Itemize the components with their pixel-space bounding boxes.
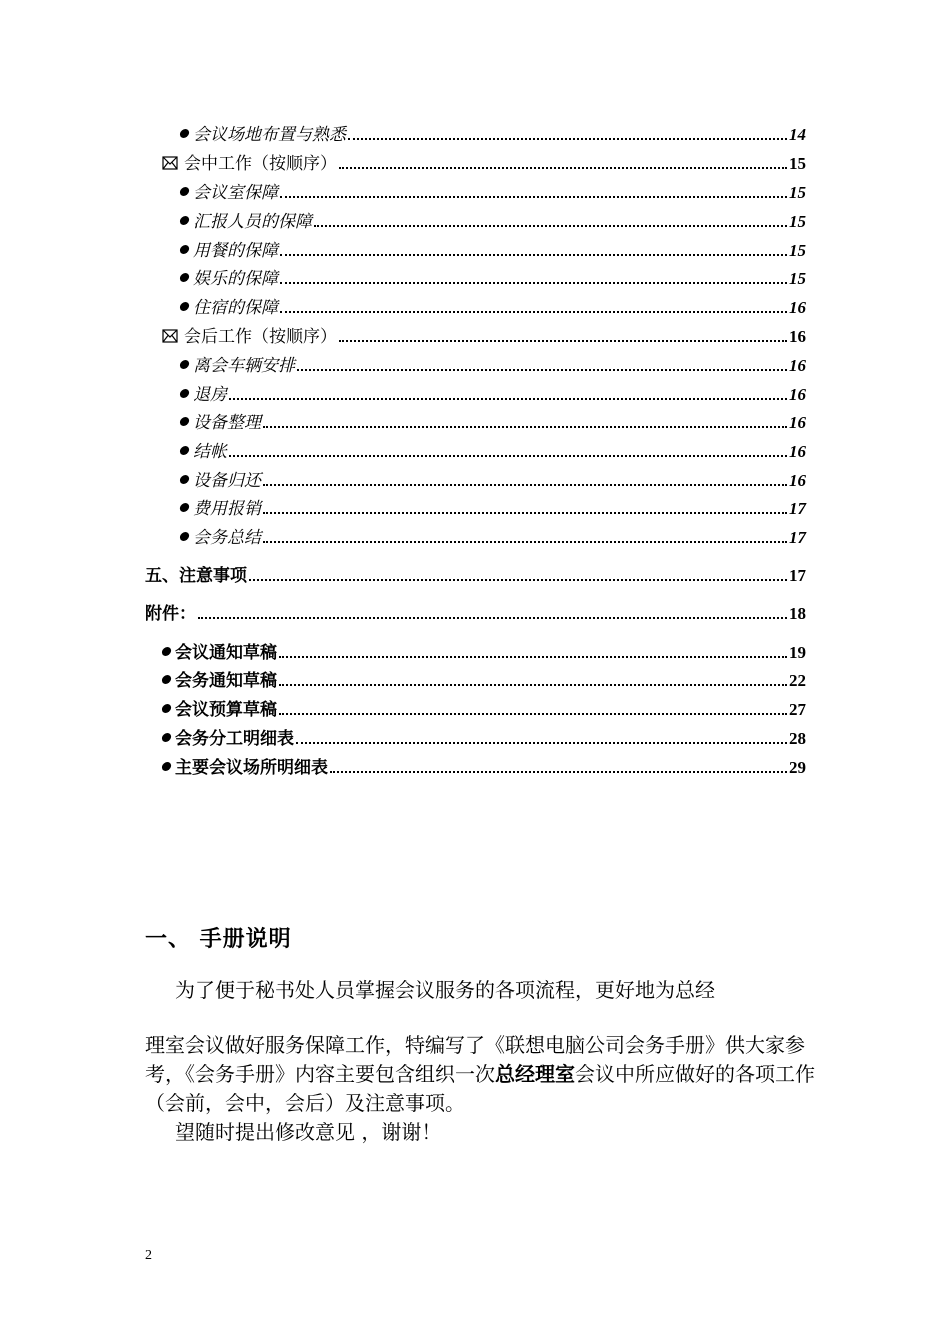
toc-entry-page: 17 bbox=[789, 528, 806, 547]
toc-entry-page: 28 bbox=[789, 729, 806, 748]
toc-entry-page: 15 bbox=[789, 154, 806, 173]
toc-entry-page: 19 bbox=[789, 643, 806, 662]
dot-leader bbox=[339, 167, 787, 169]
bullet-icon bbox=[179, 417, 190, 426]
paragraph-body-text-end: 会议中所应做好的各项工作（会前，会中，会后）及注意事项。 bbox=[145, 1062, 815, 1115]
toc-entry-page: 27 bbox=[789, 700, 806, 719]
dot-leader bbox=[314, 225, 787, 227]
dot-leader bbox=[279, 684, 787, 686]
toc-entry[interactable] bbox=[0, 149, 950, 175]
bullet-icon bbox=[179, 273, 190, 282]
toc-entry[interactable] bbox=[0, 466, 950, 492]
dot-leader bbox=[280, 196, 787, 198]
dot-leader bbox=[330, 771, 787, 773]
toc-entry-page: 22 bbox=[789, 671, 806, 690]
bullet-icon bbox=[179, 475, 190, 484]
bullet-icon bbox=[179, 503, 190, 512]
toc-entry[interactable] bbox=[0, 264, 950, 290]
toc-entry-label: 退房 bbox=[180, 384, 227, 406]
toc-entry-page: 15 bbox=[789, 269, 806, 288]
toc-entry-page: 16 bbox=[789, 385, 806, 404]
dot-leader bbox=[263, 512, 787, 514]
toc-entry-page: 16 bbox=[789, 413, 806, 432]
dot-leader bbox=[229, 398, 787, 400]
dot-leader bbox=[297, 369, 787, 371]
bullet-icon bbox=[161, 647, 172, 656]
toc-entry-label: 费用报销 bbox=[180, 498, 261, 520]
toc-entry-label: 会中工作（按顺序） bbox=[162, 153, 337, 175]
dot-leader bbox=[229, 455, 787, 457]
toc-entry-page: 16 bbox=[789, 298, 806, 317]
toc-entry-label: 住宿的保障 bbox=[180, 297, 278, 319]
toc-entry-page: 16 bbox=[789, 442, 806, 461]
toc-entry-label: 汇报人员的保障 bbox=[180, 211, 312, 233]
toc-entry[interactable] bbox=[0, 207, 950, 233]
toc-entry-page: 16 bbox=[789, 327, 806, 346]
toc-entry[interactable] bbox=[0, 178, 950, 204]
toc-entry[interactable] bbox=[0, 724, 950, 750]
toc-entry-page: 17 bbox=[789, 566, 806, 585]
bullet-icon bbox=[179, 216, 190, 225]
bullet-icon bbox=[179, 302, 190, 311]
toc-entry[interactable] bbox=[0, 322, 950, 348]
toc-entry[interactable] bbox=[0, 120, 950, 146]
toc-entry[interactable] bbox=[0, 494, 950, 520]
toc-entry-page: 15 bbox=[789, 183, 806, 202]
toc-entry-page: 16 bbox=[789, 471, 806, 490]
bullet-icon bbox=[161, 704, 172, 713]
toc-entry-page: 14 bbox=[789, 125, 806, 144]
toc-entry-page: 17 bbox=[789, 499, 806, 518]
dot-leader bbox=[263, 426, 787, 428]
toc-entry-label: 主要会议场所明细表 bbox=[162, 757, 328, 779]
bullet-icon bbox=[161, 762, 172, 771]
dot-leader bbox=[279, 656, 787, 658]
bullet-icon bbox=[179, 245, 190, 254]
dot-leader bbox=[249, 579, 787, 581]
dot-leader bbox=[279, 713, 787, 715]
bullet-icon bbox=[161, 733, 172, 742]
paragraph-closing: 望随时提出修改意见 ，谢谢！ bbox=[175, 1120, 442, 1144]
toc-entry[interactable] bbox=[0, 437, 950, 463]
emphasis-text: 总经理室 bbox=[495, 1062, 575, 1086]
toc-entry-label: 设备整理 bbox=[180, 412, 261, 434]
toc-entry-label: 用餐的保障 bbox=[180, 240, 278, 262]
toc-entry-label: 娱乐的保障 bbox=[180, 268, 278, 290]
toc-entry-page: 29 bbox=[789, 758, 806, 777]
bullet-icon bbox=[179, 360, 190, 369]
toc-entry-label: 会议通知草稿 bbox=[162, 642, 277, 664]
toc-entry[interactable] bbox=[0, 561, 950, 587]
toc-entry[interactable] bbox=[0, 695, 950, 721]
dot-leader bbox=[198, 617, 787, 619]
toc-entry[interactable] bbox=[0, 666, 950, 692]
envelope-icon bbox=[162, 329, 178, 343]
toc-entry[interactable] bbox=[0, 380, 950, 406]
toc-entry[interactable] bbox=[0, 753, 950, 779]
bullet-icon bbox=[161, 675, 172, 684]
section-heading: 一、 手册说明 bbox=[145, 927, 292, 952]
toc-entry-label: 结帐 bbox=[180, 441, 227, 463]
toc-entry[interactable] bbox=[0, 599, 950, 625]
paragraph-body-text: 理室会议做好服务保障工作，特编写了《联想电脑公司会务手册》供大家参考，《会务手册》内容主要包含组织一次 bbox=[145, 1033, 805, 1086]
toc-entry-label: 会务通知草稿 bbox=[162, 670, 277, 692]
toc-entry-label: 会务分工明细表 bbox=[162, 728, 294, 750]
paragraph-body bbox=[145, 1031, 825, 1118]
dot-leader bbox=[296, 742, 787, 744]
toc-entry-label: 附件： bbox=[145, 604, 196, 624]
toc-entry-label: 会议室保障 bbox=[180, 182, 278, 204]
toc-entry-label: 五、注意事项 bbox=[145, 566, 247, 586]
paragraph-intro: 为了便于秘书处人员掌握会议服务的各项流程，更好地为总经 bbox=[175, 978, 715, 1002]
bullet-icon bbox=[179, 446, 190, 455]
dot-leader bbox=[280, 311, 787, 313]
dot-leader bbox=[263, 541, 787, 543]
dot-leader bbox=[263, 484, 787, 486]
toc-entry-label: 离会车辆安排 bbox=[180, 355, 295, 377]
dot-leader bbox=[280, 254, 787, 256]
toc-entry[interactable] bbox=[0, 638, 950, 664]
page-number: 2 bbox=[145, 1248, 152, 1263]
toc-entry-page: 15 bbox=[789, 241, 806, 260]
toc-entry-label: 会议预算草稿 bbox=[162, 699, 277, 721]
bullet-icon bbox=[179, 389, 190, 398]
toc-entry-label: 会务总结 bbox=[180, 527, 261, 549]
toc-entry[interactable] bbox=[0, 236, 950, 262]
toc-entry-label: 会后工作（按顺序） bbox=[162, 326, 337, 348]
toc-entry-page: 15 bbox=[789, 212, 806, 231]
dot-leader bbox=[348, 138, 787, 140]
toc-entry[interactable] bbox=[0, 408, 950, 434]
toc-entry[interactable] bbox=[0, 523, 950, 549]
dot-leader bbox=[280, 282, 787, 284]
toc-entry-page: 16 bbox=[789, 356, 806, 375]
bullet-icon bbox=[179, 187, 190, 196]
toc-entry[interactable] bbox=[0, 351, 950, 377]
dot-leader bbox=[339, 340, 787, 342]
bullet-icon bbox=[179, 129, 190, 138]
bullet-icon bbox=[179, 532, 190, 541]
toc-entry-label: 会议场地布置与熟悉 bbox=[180, 124, 346, 146]
envelope-icon bbox=[162, 156, 178, 170]
toc-entry-page: 18 bbox=[789, 604, 806, 623]
toc-entry-label: 设备归还 bbox=[180, 470, 261, 492]
toc-entry[interactable] bbox=[0, 293, 950, 319]
